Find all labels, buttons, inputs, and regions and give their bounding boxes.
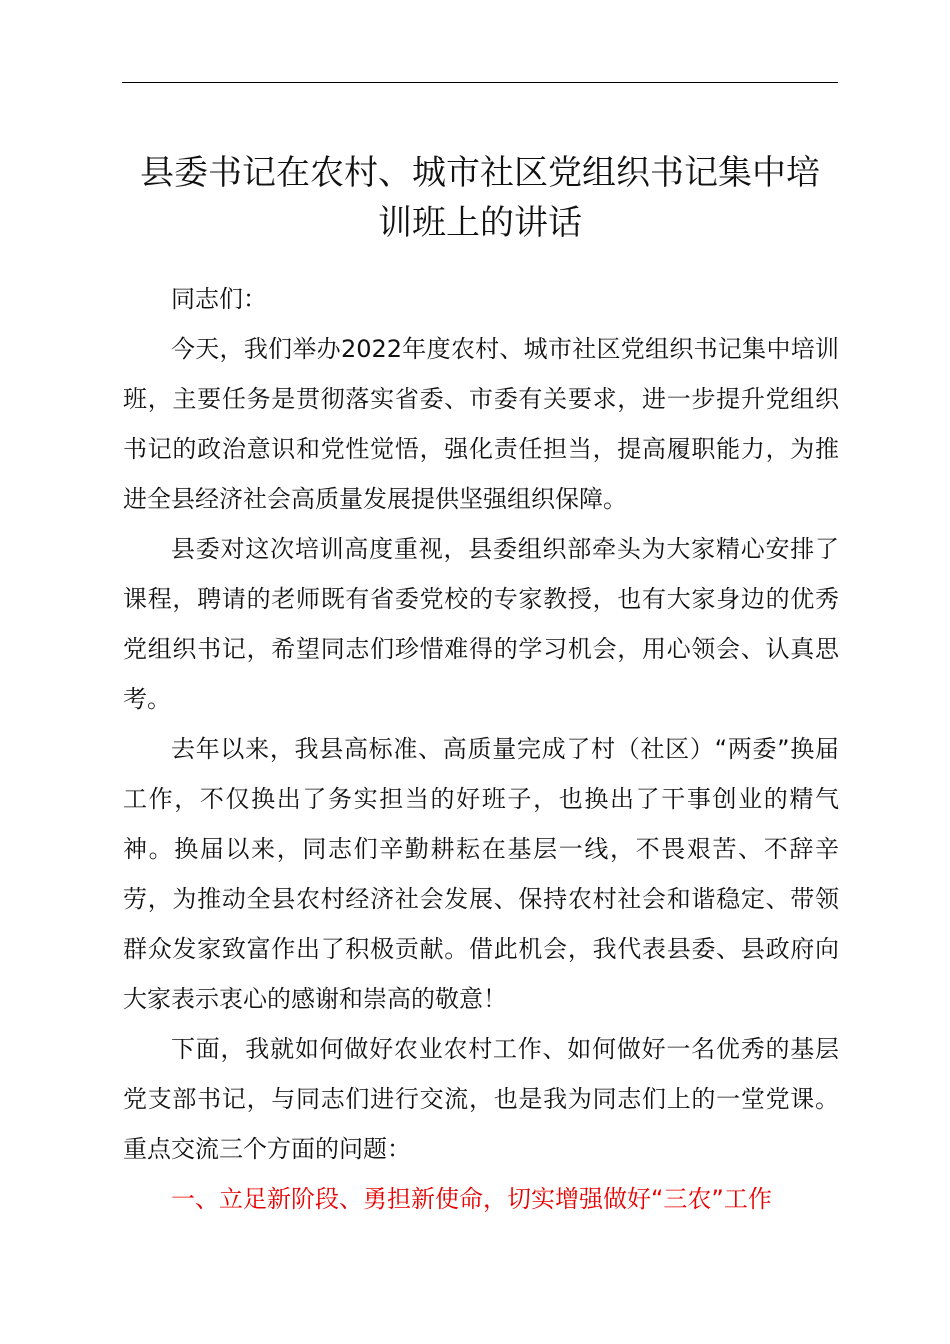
document-body: [123, 274, 839, 1224]
paragraph: 县委对这次培训高度重视，县委组织部牵头为大家精心安排了课程，聘请的老师既有省委党校的专家教授，也有大家身边的优秀党组织书记，希望同志们珍惜难得的学习机会，用心领会、认真思考。: [123, 535, 839, 713]
title-line-1: 县委书记在农村、城市社区党组织书记集中培: [140, 153, 820, 193]
header-rule: [122, 82, 838, 83]
paragraph: 今天，我们举办2022年度农村、城市社区党组织书记集中培训班，主要任务是贯彻落实省委、市委有关要求，进一步提升党组织书记的政治意识和党性觉悟，强化责任担当，提高履职能力，为推进全县经济社会高质量发展提供坚强组织保障。: [123, 335, 839, 513]
salutation: 同志们：: [171, 285, 267, 313]
document-title: [110, 148, 850, 248]
paragraph: 下面，我就如何做好农业农村工作、如何做好一名优秀的基层党支部书记，与同志们进行交流，也是我为同志们上的一堂党课。重点交流三个方面的问题：: [123, 1035, 839, 1163]
paragraph: 去年以来，我县高标准、高质量完成了村（社区）“两委”换届工作，不仅换出了务实担当的好班子，也换出了干事创业的精气神。换届以来，同志们辛勤耕耘在基层一线，不畏艰苦、不辞辛劳，为推动全县农村经济社会发展、保持农村社会和谐稳定、带领群众发家致富作出了积极贡献。借此机会，我代表县委、县政府向大家表示衷心的感谢和崇高的敬意！: [123, 735, 839, 1013]
title-line-2: 训班上的讲话: [378, 203, 582, 243]
section-heading: 一、立足新阶段、勇担新使命，切实增强做好“三农”工作: [171, 1185, 772, 1213]
